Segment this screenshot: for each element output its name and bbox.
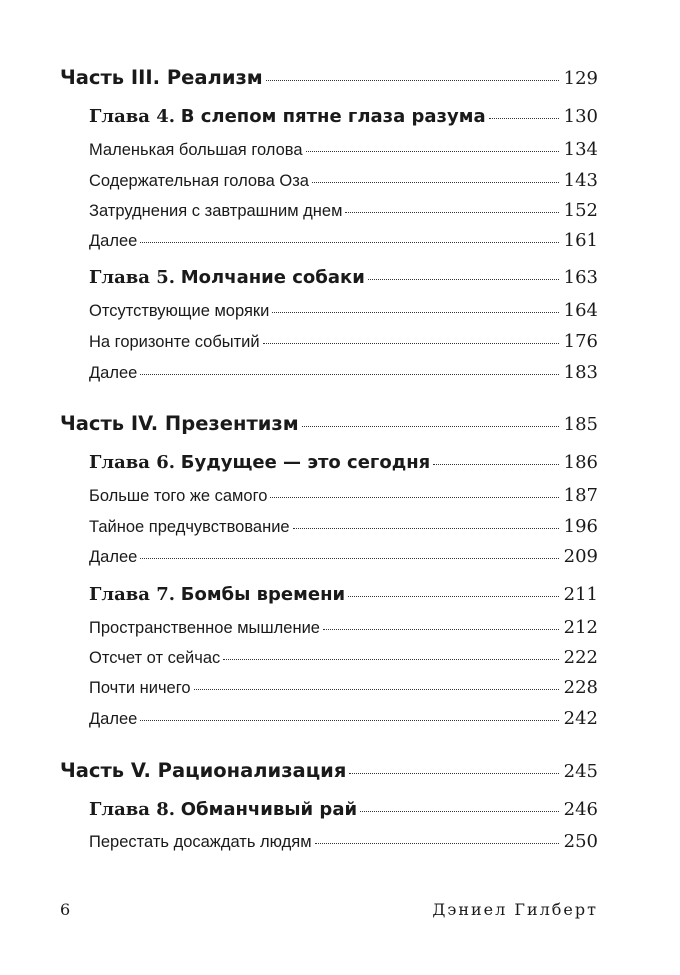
- toc-page-number: 163: [563, 267, 598, 288]
- chapter-number: Глава 5.: [89, 267, 176, 288]
- chapter-number: Глава 7.: [89, 584, 176, 605]
- toc-section-entry: [89, 617, 598, 638]
- toc-chapter-title: [89, 584, 345, 605]
- toc-part-entry: [60, 66, 598, 89]
- toc-page-number: 164: [563, 300, 598, 321]
- toc-part-entry: [60, 759, 598, 782]
- toc-section-entry: [89, 139, 598, 160]
- toc-page-number: 242: [563, 708, 598, 729]
- chapter-title: Бомбы времени: [180, 584, 346, 605]
- dot-leader: [140, 242, 558, 243]
- dot-leader: [194, 689, 559, 690]
- toc-section-entry: [89, 677, 598, 698]
- toc-page-number: 222: [563, 647, 598, 668]
- dot-leader: [266, 80, 559, 81]
- toc-section-entry: [89, 362, 598, 383]
- chapter-title: Будущее — это сегодня: [180, 452, 431, 473]
- chapter-title: Молчание собаки: [180, 267, 365, 288]
- toc-page-number: 228: [563, 677, 598, 698]
- toc-part-title: Часть III. Реализм: [60, 66, 263, 89]
- dot-leader: [272, 312, 558, 313]
- dot-leader: [140, 374, 558, 375]
- toc-section-title: Больше того же самого: [89, 487, 268, 505]
- toc-section-title: Отсчет от сейчас: [89, 649, 221, 667]
- toc-page-number: 152: [563, 200, 598, 221]
- toc-page-number: 212: [563, 617, 598, 638]
- chapter-number: Глава 4.: [89, 106, 176, 127]
- chapter-number: Глава 8.: [89, 799, 176, 820]
- toc-page-number: 183: [563, 362, 598, 383]
- toc-page-number: 176: [563, 331, 598, 352]
- dot-leader: [263, 343, 559, 344]
- toc-section-title: На горизонте событий: [89, 333, 260, 351]
- toc-section-entry: [89, 516, 598, 537]
- toc-chapter-entry: [89, 106, 598, 127]
- toc-page-number: 143: [563, 170, 598, 191]
- toc-section-entry: [89, 300, 598, 321]
- toc-section-title: Почти ничего: [89, 679, 191, 697]
- toc-section-title: Содержательная голова Оза: [89, 172, 309, 190]
- toc-part-title: Часть V. Рационализация: [60, 759, 347, 782]
- dot-leader: [349, 773, 558, 774]
- toc-page-number: 187: [563, 485, 598, 506]
- toc-chapter-entry: [89, 799, 598, 820]
- toc-page-number: 130: [563, 106, 598, 127]
- toc-chapter-title: [89, 106, 486, 127]
- toc-page-number: 209: [563, 546, 598, 567]
- page-number: 6: [60, 900, 71, 919]
- toc-section-title: Далее: [89, 364, 138, 382]
- dot-leader: [368, 279, 559, 280]
- toc-page-number: 129: [563, 68, 598, 89]
- toc-section-title: Далее: [89, 548, 138, 566]
- chapter-title: Обманчивый рай: [180, 799, 358, 820]
- dot-leader: [323, 629, 559, 630]
- toc-page-number: 246: [563, 799, 598, 820]
- toc-section-title: Маленькая большая голова: [89, 141, 303, 159]
- toc-chapter-title: [89, 267, 365, 288]
- toc-section-entry: [89, 170, 598, 191]
- chapter-number: Глава 6.: [89, 452, 176, 473]
- toc-section-title: Тайное предчувствование: [89, 518, 290, 536]
- toc-section-entry: [89, 331, 598, 352]
- dot-leader: [293, 528, 559, 529]
- toc-page-number: 161: [563, 230, 598, 251]
- toc-page-number: 211: [563, 584, 598, 605]
- toc-page-number: 245: [563, 761, 598, 782]
- dot-leader: [312, 182, 559, 183]
- dot-leader: [315, 843, 559, 844]
- dot-leader: [140, 720, 558, 721]
- dot-leader: [270, 497, 558, 498]
- chapter-title: В слепом пятне глаза разума: [180, 106, 486, 127]
- dot-leader: [306, 151, 559, 152]
- dot-leader: [140, 558, 558, 559]
- toc-page-number: 185: [563, 414, 598, 435]
- toc-section-title: Перестать досаждать людям: [89, 833, 312, 851]
- dot-leader: [433, 464, 558, 465]
- toc-section-title: Отсутствующие моряки: [89, 302, 270, 320]
- toc-section-title: Затруднения с завтрашним днем: [89, 202, 343, 220]
- toc-chapter-entry: [89, 267, 598, 288]
- toc-section-entry: [89, 200, 598, 221]
- toc-page-number: 250: [563, 831, 598, 852]
- toc-section-entry: [89, 546, 598, 567]
- toc-section-title: Далее: [89, 232, 138, 250]
- toc-page-number: 134: [563, 139, 598, 160]
- running-footer-author: Дэниел Гилберт: [432, 900, 598, 919]
- toc-page-number: 196: [563, 516, 598, 537]
- dot-leader: [302, 426, 559, 427]
- toc-chapter-entry: [89, 452, 598, 473]
- dot-leader: [348, 596, 559, 597]
- dot-leader: [223, 659, 558, 660]
- toc-section-entry: [89, 485, 598, 506]
- dot-leader: [345, 212, 558, 213]
- dot-leader: [360, 811, 559, 812]
- toc-part-title: Часть IV. Презентизм: [60, 412, 299, 435]
- dot-leader: [489, 118, 559, 119]
- toc-section-title: Пространственное мышление: [89, 619, 320, 637]
- toc-section-entry: [89, 647, 598, 668]
- toc-part-entry: [60, 412, 598, 435]
- toc-section-title: Далее: [89, 710, 138, 728]
- toc-page-number: 186: [563, 452, 598, 473]
- toc-chapter-entry: [89, 584, 598, 605]
- toc-section-entry: [89, 230, 598, 251]
- toc-section-entry: [89, 708, 598, 729]
- toc-section-entry: [89, 831, 598, 852]
- toc-chapter-title: [89, 799, 357, 820]
- toc-chapter-title: [89, 452, 430, 473]
